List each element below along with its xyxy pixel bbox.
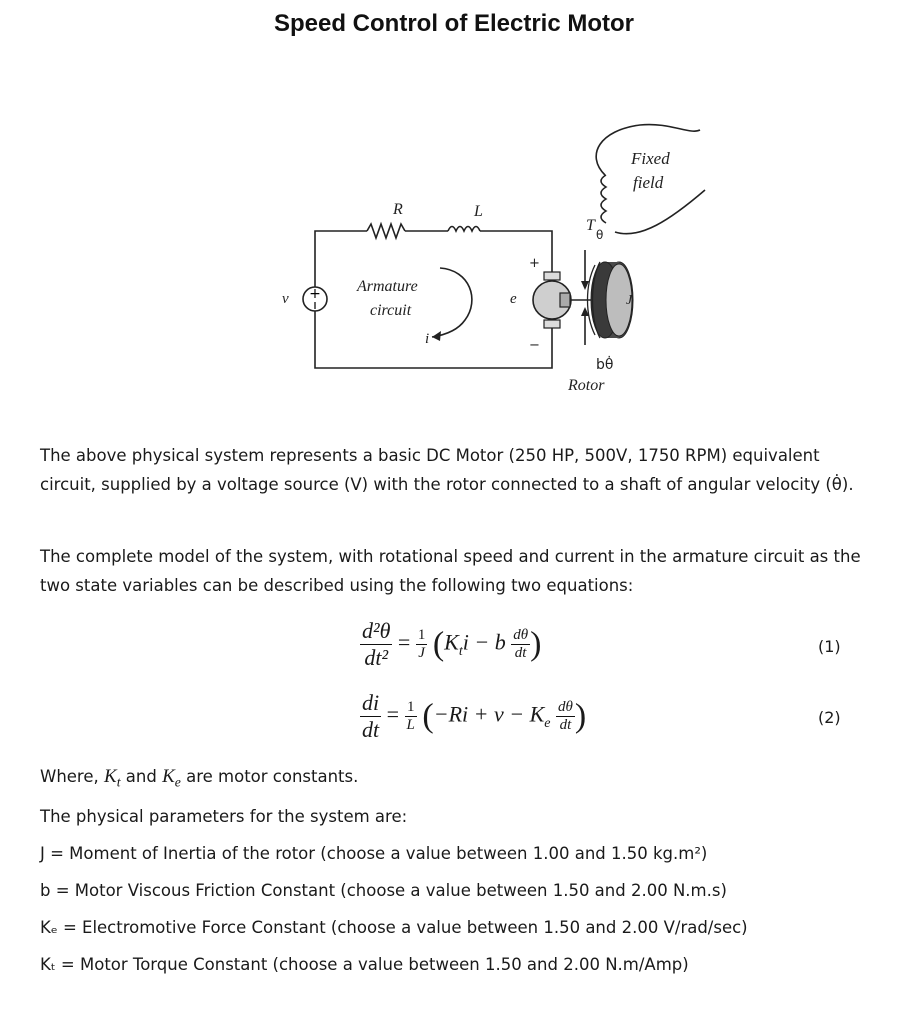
eq1-kt: K	[444, 629, 459, 655]
where-and: and	[120, 767, 163, 786]
label-armature: Armature	[357, 278, 418, 295]
label-field: field	[633, 173, 664, 192]
inductor	[448, 227, 480, 232]
where-ke: K	[162, 766, 175, 787]
motor	[533, 272, 571, 328]
where-kt-sub: t	[116, 774, 121, 790]
label-v: v	[282, 291, 289, 307]
param-ke: Kₑ = Electromotive Force Constant (choose a value between 1.50 and 2.00 V/rad/sec)	[40, 918, 748, 937]
page-title: Speed Control of Electric Motor	[273, 10, 635, 37]
label-i: i	[425, 331, 430, 347]
eq1-coef-num: 1	[417, 627, 426, 643]
label-r: R	[393, 201, 403, 218]
intro-paragraph: The above physical system represents a basic DC Motor (250 HP, 500V, 1750 RPM) equivalent circuit, supplied by a voltage source (V) with the rotor connected to a shaft of angular velocity (θ̇).	[40, 446, 854, 494]
label-e: e	[510, 291, 517, 307]
label-motor-plus: +	[529, 256, 540, 271]
eq1-numerator: d²θ	[362, 618, 391, 643]
where-ke-sub: e	[174, 774, 181, 790]
motor-circuit-diagram	[0, 0, 908, 420]
equation-2-number: (2)	[818, 708, 841, 727]
model-paragraph: The complete model of the system, with rotational speed and current in the armature circuit as the two state variables can be described using the following two equations:	[40, 547, 861, 595]
label-fixed: Fixed	[631, 149, 670, 168]
eq1-denominator: dt²	[364, 645, 389, 670]
params-intro: The physical parameters for the system are:	[40, 807, 408, 826]
label-j: J	[626, 293, 633, 308]
label-rotor: Rotor	[568, 377, 605, 394]
eq2-coef-num: 1	[405, 699, 417, 717]
param-kt: Kₜ = Motor Torque Constant (choose a value between 1.50 and 2.00 N.m/Amp)	[40, 955, 689, 974]
param-b: b = Motor Viscous Friction Constant (choose a value between 1.50 and 2.00 N.m.s)	[40, 881, 727, 900]
label-motor-minus: −	[529, 338, 540, 353]
eq2-dtheta: dθ	[557, 699, 573, 715]
label-t: T	[586, 217, 595, 234]
label-theta-sub: θ	[596, 228, 604, 242]
eq1-coef-den: J	[418, 645, 425, 661]
equation-1: $\frac{\text{d²θ}}{\text{dt²}}$ = $\frac{1}{J}$ ($K_ti - b$ $\frac{d\theta}{dt}$ )	[362, 618, 542, 670]
equation-2: $\frac{di}{dt}$ = $\frac{1}{L}$ ($-Ri + v - K_e$ $\frac{d\theta}{dt}$ )	[362, 690, 587, 742]
where-suffix: are motor constants.	[180, 767, 359, 786]
param-j: J = Moment of Inertia of the rotor (choose a value between 1.00 and 1.50 kg.m²)	[40, 844, 708, 863]
eq1-kt-sub: t	[458, 643, 463, 659]
resistor	[367, 224, 405, 238]
eq1-dtheta: dθ	[513, 627, 529, 643]
where-prefix: Where,	[40, 767, 104, 786]
where-kt: K	[104, 766, 117, 787]
eq2-body: −Ri + v − K	[433, 701, 545, 727]
source-plus: +	[309, 286, 321, 302]
eq1-dt: dt	[514, 645, 527, 661]
eq2-numerator: di	[362, 690, 380, 715]
eq2-dt: dt	[559, 717, 572, 733]
label-btheta: bθ̇	[596, 357, 614, 373]
equation-1-number: (1)	[818, 637, 841, 656]
eq2-denominator: dt	[362, 717, 380, 742]
label-circuit: circuit	[370, 302, 412, 319]
eq2-ke-sub: e	[544, 715, 551, 731]
eq1-mid: i − b	[462, 629, 506, 655]
where-line	[40, 766, 358, 790]
eq2-coef-den: L	[406, 717, 415, 733]
label-l: L	[474, 203, 483, 220]
